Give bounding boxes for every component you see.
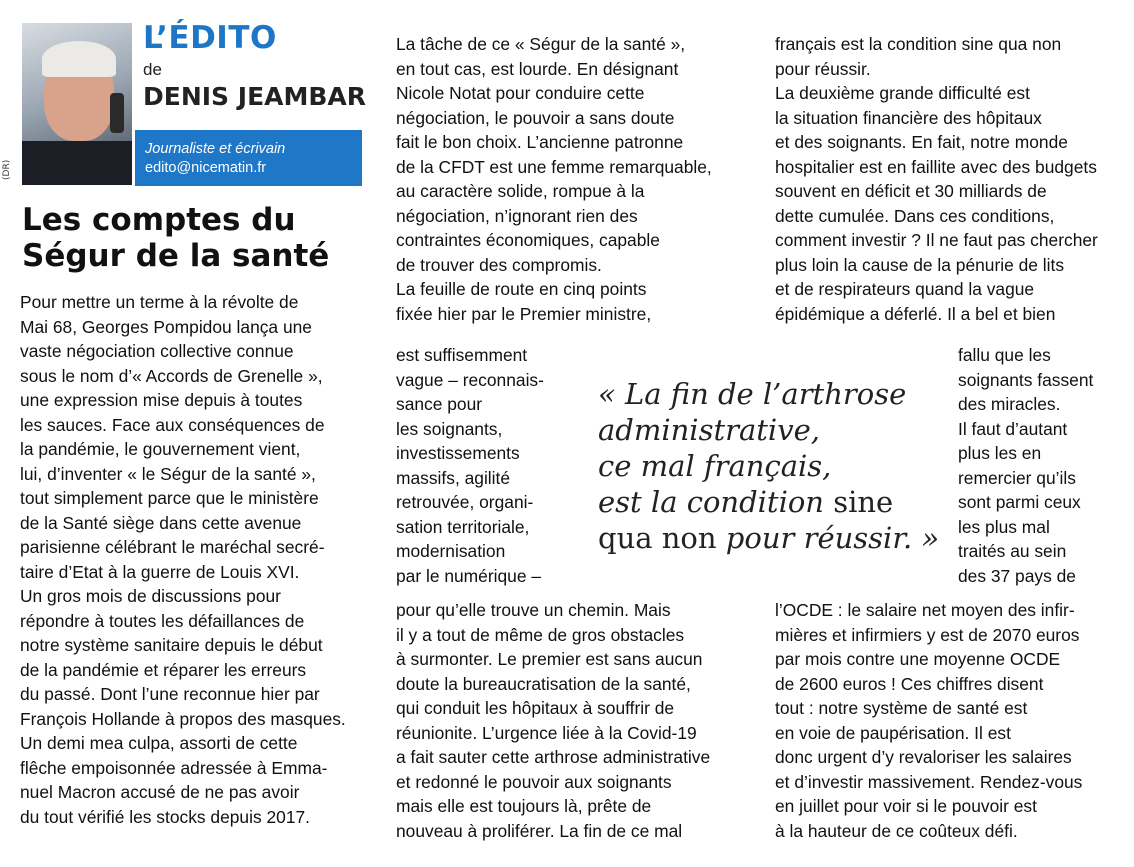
text-line: répondre à toutes les défaillances de <box>20 610 305 631</box>
pull-quote-line: ce mal français, <box>598 449 832 483</box>
text-line: lui, d’inventer « le Ségur de la santé », <box>20 463 316 484</box>
text-line: et de respirateurs quand la vague <box>775 279 1035 299</box>
text-line: François Hollande à propos des masques. <box>20 708 346 729</box>
text-line: flêche empoisonnée adressée à Emma- <box>20 757 328 778</box>
pull-quote-roman: sine <box>823 485 894 519</box>
text-line: pour qu’elle trouve un chemin. Mais <box>396 600 671 620</box>
text-line: négociation, n’ignorant rien des <box>396 205 638 226</box>
text-line: fixée hier par le Premier ministre, <box>396 303 652 324</box>
text-line: réunionite. L’urgence liée à la Covid-19 <box>396 722 697 743</box>
pull-quote-line: administrative, <box>598 413 820 447</box>
text-line: qui conduit les hôpitaux à souffrir de <box>396 698 675 718</box>
text-line: donc urgent d’y revaloriser les salaires <box>775 747 1072 767</box>
column-1 <box>20 290 346 829</box>
pull-quote-line: « La fin de l’arthrose <box>598 377 907 411</box>
text-line: de la Santé siège dans cette avenue <box>20 512 302 533</box>
text-line: de 2600 euros ! Ces chiffres disent <box>775 673 1044 694</box>
text-line: du tout vérifié les stocks depuis 2017. <box>20 806 311 827</box>
text-line: notre système sanitaire depuis le début <box>20 635 323 655</box>
text-line: par mois contre une moyenne OCDE <box>775 649 1061 669</box>
text-line: une expression mise depuis à toutes <box>20 390 303 410</box>
text-line: sont parmi ceux <box>958 492 1081 512</box>
text-line: et d’investir massivement. Rendez-vous <box>775 771 1083 792</box>
text-line: par le numérique – <box>396 565 542 586</box>
column-2-narrow <box>396 343 544 588</box>
text-line: est suffisemment <box>396 345 528 365</box>
text-line: négociation, le pouvoir a sans doute <box>396 107 675 128</box>
text-line: souvent en déficit et 30 milliards de <box>775 181 1047 201</box>
photo-credit: (DR) <box>2 159 12 180</box>
text-line: il y a tout de même de gros obstacles <box>396 624 685 645</box>
text-line: mais elle est toujours là, prête de <box>396 796 652 816</box>
column-2-bottom <box>396 598 710 843</box>
text-line: fait le bon choix. L’ancienne patronne <box>396 132 684 152</box>
text-line: traités au sein <box>958 541 1067 561</box>
text-line: plus loin la cause de la pénurie de lits <box>775 254 1065 275</box>
byline-prefix: de <box>143 60 162 79</box>
text-line: tout : notre système de santé est <box>775 698 1028 718</box>
text-line: sation territoriale, <box>396 516 530 537</box>
pull-quote <box>598 376 950 556</box>
pull-quote-italic: est la condition <box>598 485 824 519</box>
text-line: La feuille de route en cinq points <box>396 279 647 299</box>
text-line: Il faut d’autant <box>958 418 1068 439</box>
text-line: massifs, agilité <box>396 467 511 488</box>
text-line: du passé. Dont l’une reconnue hier par <box>20 684 320 704</box>
text-line: nuel Macron accusé de ne pas avoir <box>20 782 300 802</box>
text-line: de la CFDT est une femme remarquable, <box>396 156 712 177</box>
title-line: Les comptes du <box>22 202 296 238</box>
text-line: remercier qu’ils <box>958 467 1076 488</box>
text-line: épidémique a déferlé. Il a bel et bien <box>775 303 1056 324</box>
text-line: fallu que les <box>958 345 1051 365</box>
text-line: La deuxième grande difficulté est <box>775 83 1030 103</box>
text-line: des 37 pays de <box>958 565 1076 586</box>
text-line: dette cumulée. Dans ces conditions, <box>775 205 1055 226</box>
text-line: vague – reconnais- <box>396 369 544 390</box>
text-line: Mai 68, Georges Pompidou lança une <box>20 316 312 337</box>
text-line: pour réussir. <box>775 58 871 79</box>
column-2-top <box>396 32 712 326</box>
text-line: La tâche de ce « Ségur de la santé », <box>396 34 686 54</box>
text-line: en tout cas, est lourde. En désignant <box>396 58 679 79</box>
photo-hair-shape <box>42 41 116 77</box>
text-line: les soignants, <box>396 418 503 439</box>
text-line: les plus mal <box>958 516 1050 537</box>
section-kicker: L’ÉDITO <box>143 20 277 56</box>
text-line: modernisation <box>396 541 506 561</box>
text-line: vaste négociation collective connue <box>20 341 294 361</box>
text-line: en voie de paupérisation. Il est <box>775 722 1011 743</box>
author-name: DENIS JEAMBAR <box>143 82 367 111</box>
pull-quote-roman: qua non <box>598 521 717 555</box>
text-line: à surmonter. Le premier est sans aucun <box>396 649 703 669</box>
text-line: a fait sauter cette arthrose administrative <box>396 747 711 767</box>
text-line: à la hauteur de ce coûteux défi. <box>775 820 1018 841</box>
text-line: retrouvée, organi- <box>396 492 534 512</box>
text-line: les sauces. Face aux conséquences de <box>20 414 325 435</box>
text-line: et des soignants. En fait, notre monde <box>775 132 1068 152</box>
text-line: de trouver des compromis. <box>396 254 602 275</box>
text-line: mières et infirmiers y est de 2070 euros <box>775 624 1080 645</box>
text-line: français est la condition sine qua non <box>775 34 1062 54</box>
text-line: la situation financière des hôpitaux <box>775 107 1042 128</box>
text-line: plus les en <box>958 443 1042 463</box>
text-line: au caractère solide, rompue à la <box>396 181 645 201</box>
text-line: comment investir ? Il ne faut pas chercher <box>775 230 1098 250</box>
text-line: soignants fassent <box>958 369 1094 390</box>
pull-quote-line <box>598 484 950 520</box>
text-line: nouveau à proliférer. La fin de ce mal <box>396 820 683 841</box>
column-3-narrow <box>958 343 1093 588</box>
text-line: sous le nom d’« Accords de Grenelle », <box>20 365 323 386</box>
text-line: Un demi mea culpa, assorti de cette <box>20 733 298 753</box>
text-line: Pour mettre un terme à la révolte de <box>20 292 299 312</box>
author-photo <box>22 23 132 185</box>
title-line: Ségur de la santé <box>22 238 330 274</box>
text-line: et redonné le pouvoir aux soignants <box>396 771 672 792</box>
text-line: Un gros mois de discussions pour <box>20 586 281 606</box>
photo-shirt-shape <box>22 141 132 185</box>
column-3-bottom <box>775 598 1082 843</box>
pull-quote-line <box>598 520 950 556</box>
author-info-box <box>135 130 362 186</box>
article-title <box>22 202 367 274</box>
phone-icon <box>110 93 124 133</box>
text-line: des miracles. <box>958 394 1061 414</box>
pull-quote-italic: pour réussir. » <box>716 521 940 555</box>
text-line: parisienne célébrant le maréchal secré- <box>20 537 325 557</box>
column-3-top <box>775 32 1098 326</box>
text-line: taire d’Etat à la guerre de Louis XVI. <box>20 561 300 582</box>
text-line: doute la bureaucratisation de la santé, <box>396 673 691 694</box>
author-role: Journaliste et écrivain <box>145 141 286 157</box>
text-line: contraintes économiques, capable <box>396 230 660 250</box>
text-line: la pandémie, le gouvernement vient, <box>20 439 301 459</box>
author-email[interactable]: edito@nicematin.fr <box>145 160 267 176</box>
text-line: de la pandémie et réparer les erreurs <box>20 659 307 680</box>
text-line: investissements <box>396 443 520 463</box>
text-line: tout simplement parce que le ministère <box>20 488 319 508</box>
text-line: Nicole Notat pour conduire cette <box>396 83 645 103</box>
text-line: l’OCDE : le salaire net moyen des infir- <box>775 600 1075 620</box>
text-line: sance pour <box>396 394 483 414</box>
text-line: en juillet pour voir si le pouvoir est <box>775 796 1037 816</box>
text-line: hospitalier est en faillite avec des budgets <box>775 156 1097 177</box>
